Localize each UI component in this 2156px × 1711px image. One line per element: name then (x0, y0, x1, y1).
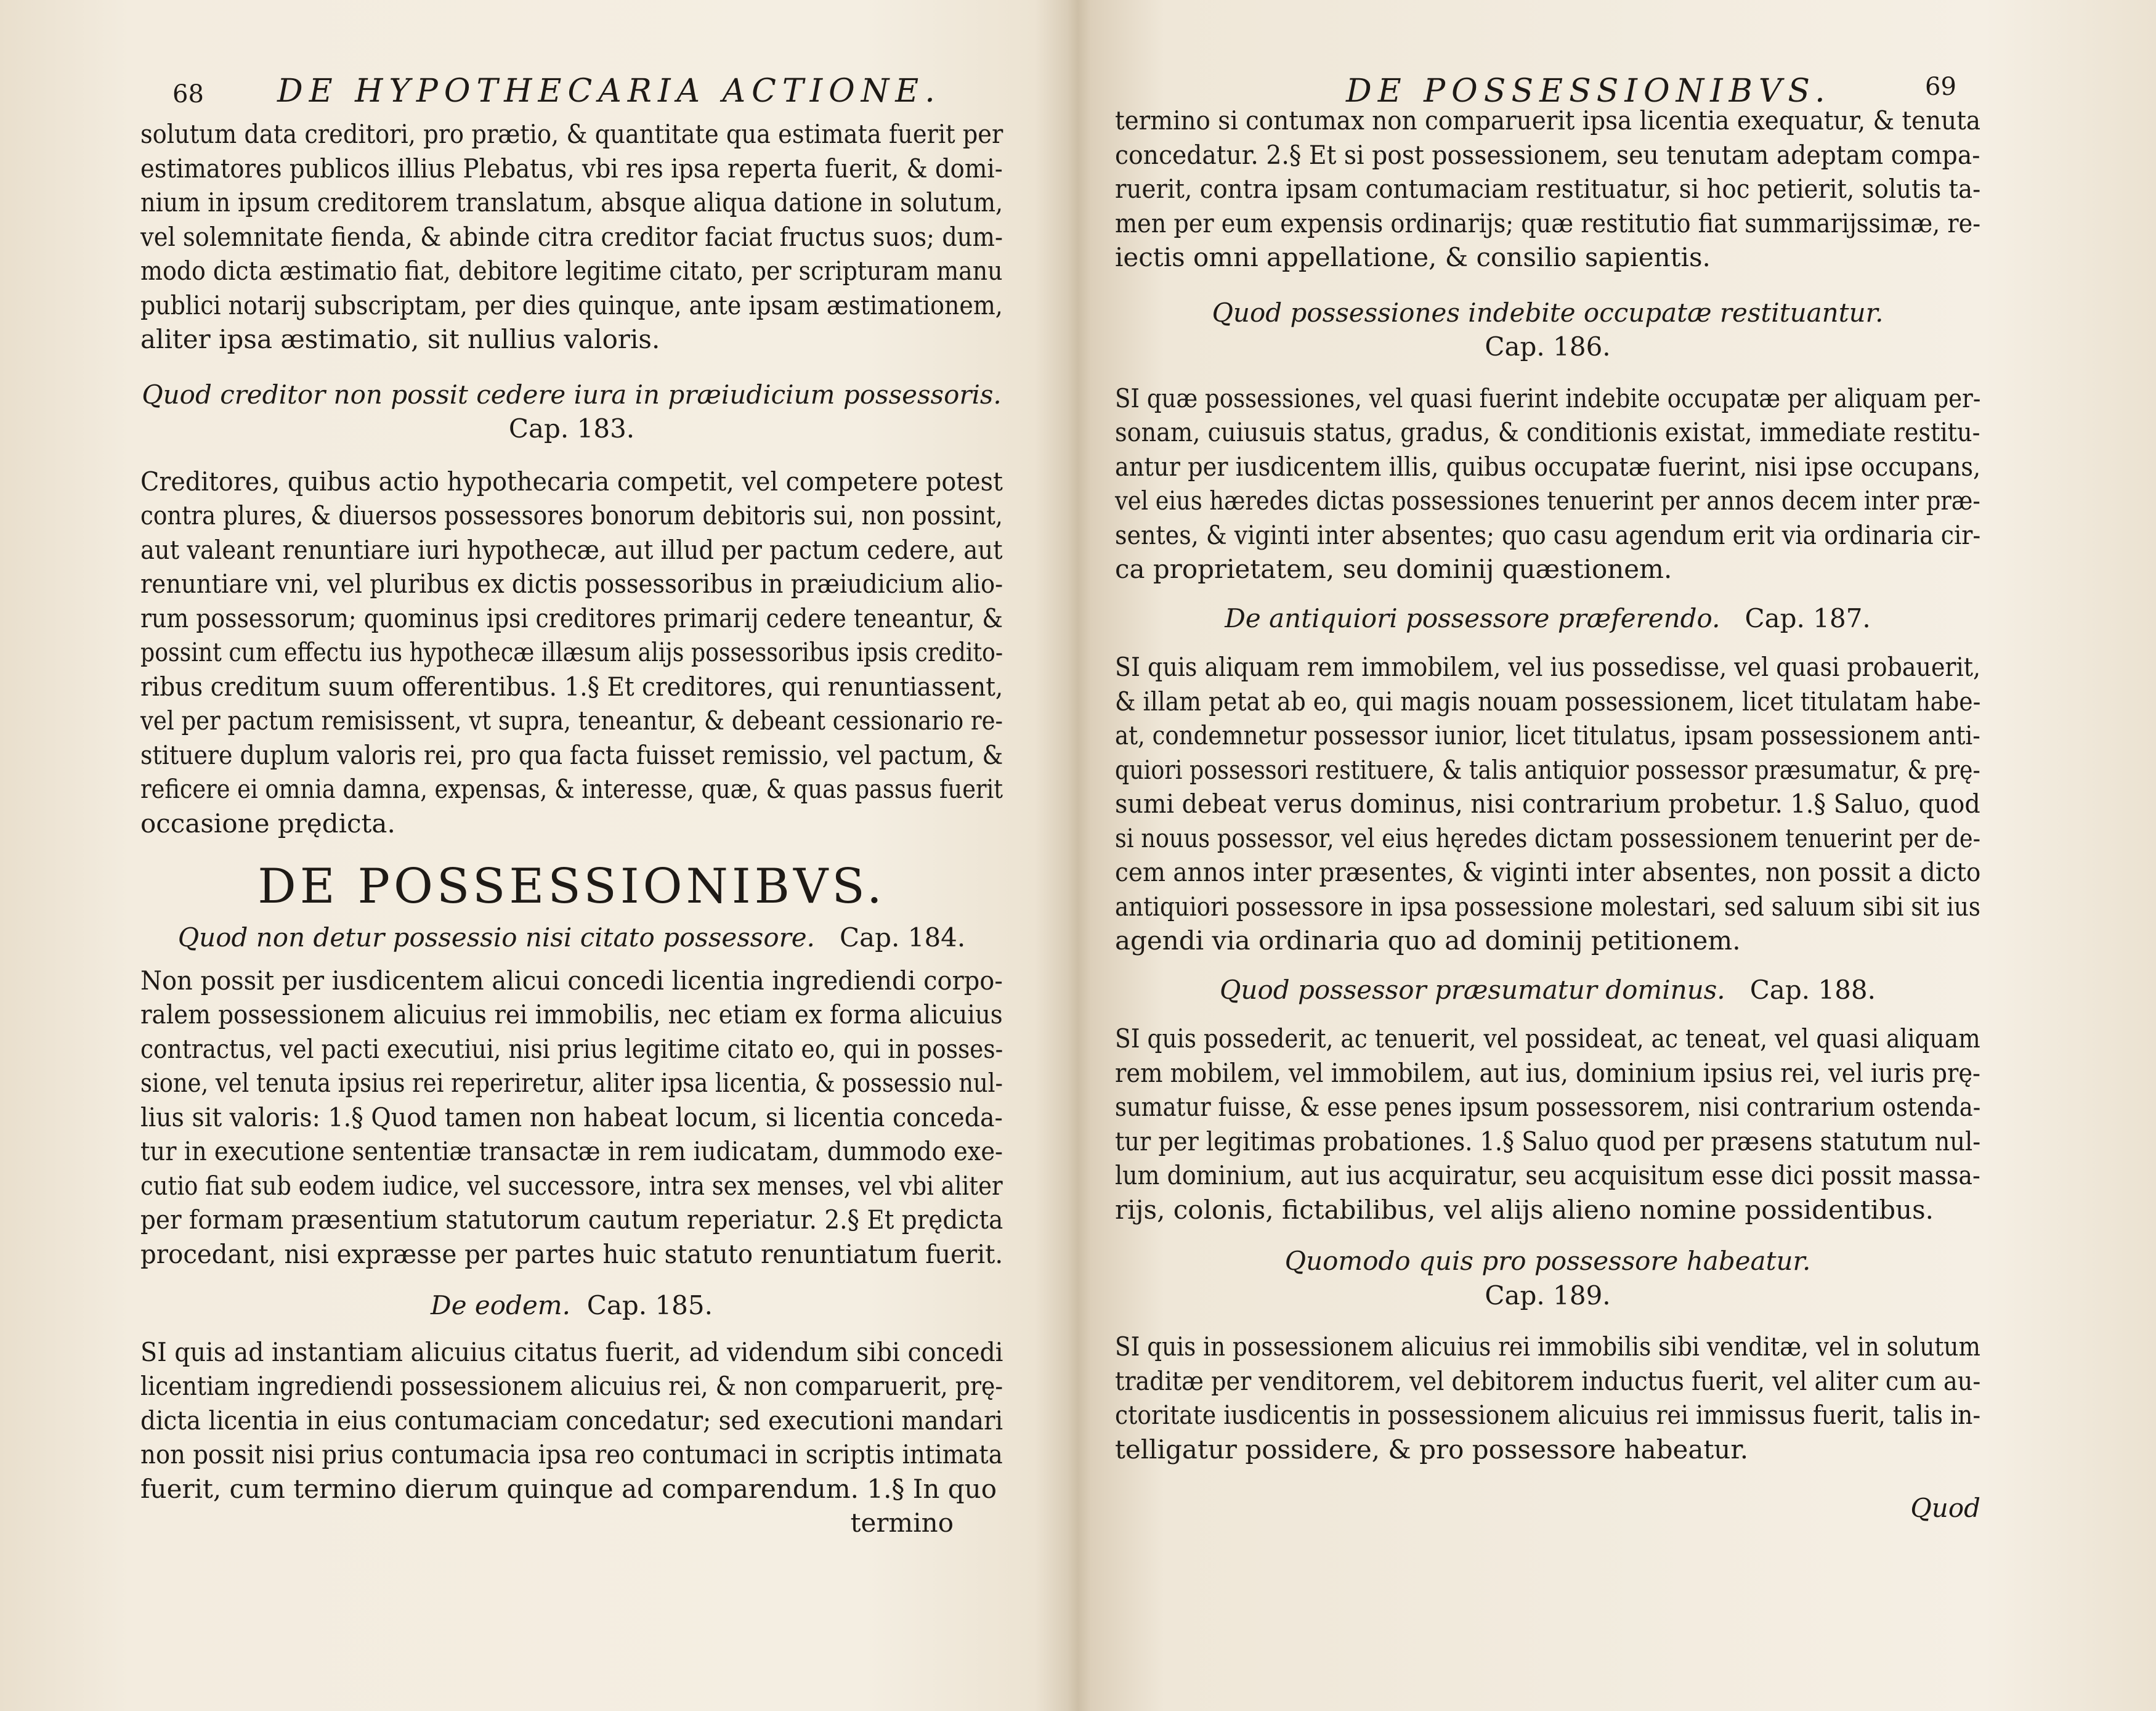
text-line: quiori possessori restituere, & talis antiquior possessor præsumatur, & prę- (1115, 754, 1980, 785)
text-line: publici notarij subscriptam, per dies quinque, ante ipsam æstimationem, (140, 290, 1003, 320)
text-line: nium in ipsum creditorem translatum, absque aliqua datione in solutum, (140, 187, 1003, 217)
chapter-188-title (1115, 973, 1980, 1007)
text-line: rijs, colonis, fictabilibus, vel alijs alieno nomine possidentibus. (1115, 1194, 1934, 1225)
chapter-183-title: Quod creditor non possit cedere iura in præiudicium possessoris. (142, 379, 1002, 410)
chapter-186-number: Cap. 186. (1485, 331, 1611, 362)
chapter-187-title-text: De antiquiori possessore præferendo. (1225, 603, 1720, 633)
text-line: at, condemnetur possessor iunior, licet titulatus, ipsam possessionem anti- (1115, 720, 1980, 750)
text-line: ctoritate iusdicentis in possessionem alicuius rei immissus fuerit, talis in- (1115, 1400, 1981, 1430)
text-line: ralem possessionem alicuius rei immobilis, nec etiam ex forma alicuius (140, 999, 1003, 1030)
chapter-185-text (140, 1335, 1003, 1506)
text-line: ribus creditum suum offerentibus. 1.§ Et creditores, qui renuntiassent, (140, 671, 1003, 702)
right-running-head: DE POSSESSIONIBVS. (1346, 73, 1831, 110)
right-page-number: 69 (1925, 73, 1956, 101)
text-line: aliter ipsa æstimatio, sit nullius valoris. (140, 324, 660, 354)
chapter-186-title: Quod possessiones indebite occupatæ restituantur. (1212, 297, 1884, 328)
chapter-184-title-text: Quod non detur possessio nisi citato possessore. (177, 922, 815, 953)
text-line: sione, vel tenuta ipsius rei reperiretur, aliter ipsa licentia, & possessio nul- (140, 1068, 1003, 1098)
text-line: procedant, nisi expræsse per partes huic statuto renuntiatum fuerit. (140, 1238, 1003, 1269)
left-text-block (140, 117, 1003, 1540)
text-line: termino si contumax non comparuerit ipsa licentia exequatur, & tenuta (1115, 105, 1981, 136)
text-line: tur in executione sententiæ transactæ in rem iudicatam, dummodo exe- (140, 1136, 1003, 1166)
text-line: per formam præsentium statutorum cautum reperiatur. 2.§ Et prędicta (140, 1205, 1003, 1235)
text-line: SI quis possederit, ac tenuerit, vel possideat, ac teneat, vel quasi aliquam (1115, 1023, 1980, 1054)
text-line: reficere ei omnia damna, expensas, & interesse, quæ, & quas passus fuerit (140, 774, 1003, 804)
text-line: sentes, & viginti inter absentes; quo casu agendum erit via ordinaria cir- (1115, 519, 1981, 550)
text-line: contractus, vel pacti executiui, nisi prius legitime citato eo, qui in posses- (140, 1033, 1003, 1064)
text-line: vel eius hæredes dictas possessiones tenuerint per annos decem inter præ- (1115, 486, 1980, 516)
text-line: concedatur. 2.§ Et si post possessionem, seu tenutam adeptam compa- (1115, 139, 1980, 170)
text-line: si nouus possessor, vel eius hęredes dictam possessionem tenuerint per de- (1115, 823, 1981, 853)
text-line: ca proprietatem, seu dominij quæstionem. (1115, 554, 1672, 584)
left-running-head: DE HYPOTHECARIA ACTIONE. (277, 73, 941, 110)
text-line: non possit nisi prius contumacia ipsa reo contumaci in scriptis intimata (140, 1439, 1003, 1469)
text-line: lum dominium, aut ius acquiratur, seu acquisitum esse dici possit massa- (1115, 1160, 1980, 1190)
text-line: contra plures, & diuersos possessores bonorum debitoris sui, non possint, (140, 500, 1003, 530)
chapter-187-text (1115, 650, 1980, 958)
text-line: sonam, cuiusuis status, gradus, & conditionis existat, immediate restitu- (1115, 417, 1980, 447)
text-line: licentiam ingrediendi possessionem alicuius rei, & non comparuerit, prę- (140, 1371, 1003, 1401)
chapter-188-title-text: Quod possessor præsumatur dominus. (1219, 974, 1725, 1005)
chapter-185-number: Cap. 185. (586, 1290, 713, 1320)
text-line: lius sit valoris: 1.§ Quod tamen non habeat locum, si licentia conceda- (140, 1102, 1003, 1132)
text-line: men per eum expensis ordinarijs; quæ restitutio fiat summarijssimæ, re- (1115, 208, 1981, 238)
chapter-185-title (140, 1288, 1003, 1323)
chapter-185-title-text: De eodem. (431, 1290, 570, 1320)
chapter-183-number: Cap. 183. (508, 413, 635, 444)
text-line: renuntiare vni, vel pluribus ex dictis possessoribus in præiudicium alio- (140, 569, 1003, 599)
text-line: dicta licentia in eius contumaciam concedatur; sed executioni mandari (140, 1405, 1003, 1436)
chapter-184-number: Cap. 184. (839, 922, 966, 953)
left-page-number: 68 (172, 80, 204, 108)
chapter-187-number: Cap. 187. (1745, 603, 1871, 633)
text-line: aut valeant renuntiare iuri hypothecæ, aut illud per pactum cedere, aut (140, 534, 1003, 565)
text-line: possint cum effectu ius hypothecæ illæsum alijs possessoribus ipsis credito- (140, 637, 1003, 667)
chapter-189-number: Cap. 189. (1485, 1280, 1611, 1311)
text-line: Non possit per iusdicentem alicui concedi licentia ingrediendi corpo- (140, 965, 1003, 996)
chapter-189-title: Quomodo quis pro possessore habeatur. (1284, 1246, 1811, 1276)
right-catchword: Quod (1910, 1493, 1980, 1523)
left-top-paragraph (140, 117, 1003, 357)
text-line: solutum data creditori, pro prætio, & quantitate qua estimata fuerit per (140, 119, 1003, 149)
chapter-186-text (1115, 381, 1980, 587)
chapter-184-title (140, 921, 1003, 955)
right-top-paragraph (1115, 104, 1980, 275)
left-catchword: termino (850, 1508, 954, 1538)
section-title: DE POSSESSIONIBVS. (257, 859, 886, 914)
text-line: sumi debeat verus dominus, nisi contrarium probetur. 1.§ Saluo, quod (1115, 789, 1980, 819)
text-line: modo dicta æstimatio fiat, debitore legitime citato, per scripturam manu (140, 256, 1003, 286)
chapter-188-text (1115, 1022, 1980, 1227)
text-line: & illam petat ab eo, qui magis nouam possessionem, licet titulatam habe- (1115, 686, 1981, 717)
text-line: iectis omni appellatione, & consilio sapientis. (1115, 242, 1711, 272)
text-line: cem annos inter præsentes, & viginti inter absentes, non possit a dicto (1115, 857, 1981, 887)
text-line: stituere duplum valoris rei, pro qua facta fuisset remissio, vel pactum, & (140, 739, 1003, 770)
text-line: occasione prędicta. (140, 808, 395, 839)
text-line: SI quis ad instantiam alicuius citatus fuerit, ad videndum sibi concedi (140, 1336, 1003, 1367)
text-line: telligatur possidere, & pro possessore habeatur. (1115, 1434, 1749, 1465)
chapter-183-text (140, 465, 1003, 841)
text-line: ruerit, contra ipsam contumaciam restituatur, si hoc petierit, solutis ta- (1115, 174, 1981, 204)
text-line: vel solemnitate fienda, & abinde citra creditor faciat fructus suos; dum- (140, 221, 1003, 252)
text-line: antiquiori possessore in ipsa possessione molestari, sed saluum sibi sit ius (1115, 891, 1980, 922)
text-line: vel per pactum remisissent, vt supra, teneantur, & debeant cessionario re- (140, 705, 1003, 736)
text-line: Creditores, quibus actio hypothecaria competit, vel competere potest (140, 466, 1003, 497)
text-line: traditæ per venditorem, vel debitorem inductus fuerit, vel aliter cum au- (1115, 1365, 1981, 1396)
chapter-188-number: Cap. 188. (1749, 974, 1876, 1005)
text-line: tur per legitimas probationes. 1.§ Saluo quod per præsens statutum nul- (1115, 1126, 1981, 1156)
text-line: antur per iusdicentem illis, quibus occupatæ fuerint, nisi ipse occupans, (1115, 451, 1981, 482)
text-line: sumatur fuisse, & esse penes ipsum possessorem, nisi contrarium ostenda- (1115, 1092, 1981, 1122)
text-line: agendi via ordinaria quo ad dominij petitionem. (1115, 925, 1741, 956)
chapter-189-text (1115, 1330, 1980, 1466)
chapter-187-title (1115, 601, 1980, 636)
text-line: rum possessorum; quominus ipsi creditores primarij cedere teneantur, & (140, 603, 1003, 633)
text-line: SI quis in possessionem alicuius rei immobilis sibi venditæ, vel in solutum (1115, 1331, 1980, 1362)
text-line: SI quis aliquam rem immobilem, vel ius possedisse, vel quasi probauerit, (1115, 652, 1981, 682)
chapter-184-text (140, 964, 1003, 1272)
text-line: cutio fiat sub eodem iudice, vel successore, intra sex menses, vel vbi aliter (140, 1170, 1003, 1201)
text-line: estimatores publicos illius Plebatus, vbi res ipsa reperta fuerit, & domi- (140, 153, 1003, 184)
text-line: SI quæ possessiones, vel quasi fuerint indebite occupatæ per aliquam per- (1115, 383, 1981, 413)
text-line: fuerit, cum termino dierum quinque ad comparendum. 1.§ In quo (140, 1473, 997, 1504)
text-line: rem mobilem, vel immobilem, aut ius, dominium ipsius rei, vel iuris prę- (1115, 1057, 1981, 1088)
right-text-block (1115, 104, 1980, 1526)
